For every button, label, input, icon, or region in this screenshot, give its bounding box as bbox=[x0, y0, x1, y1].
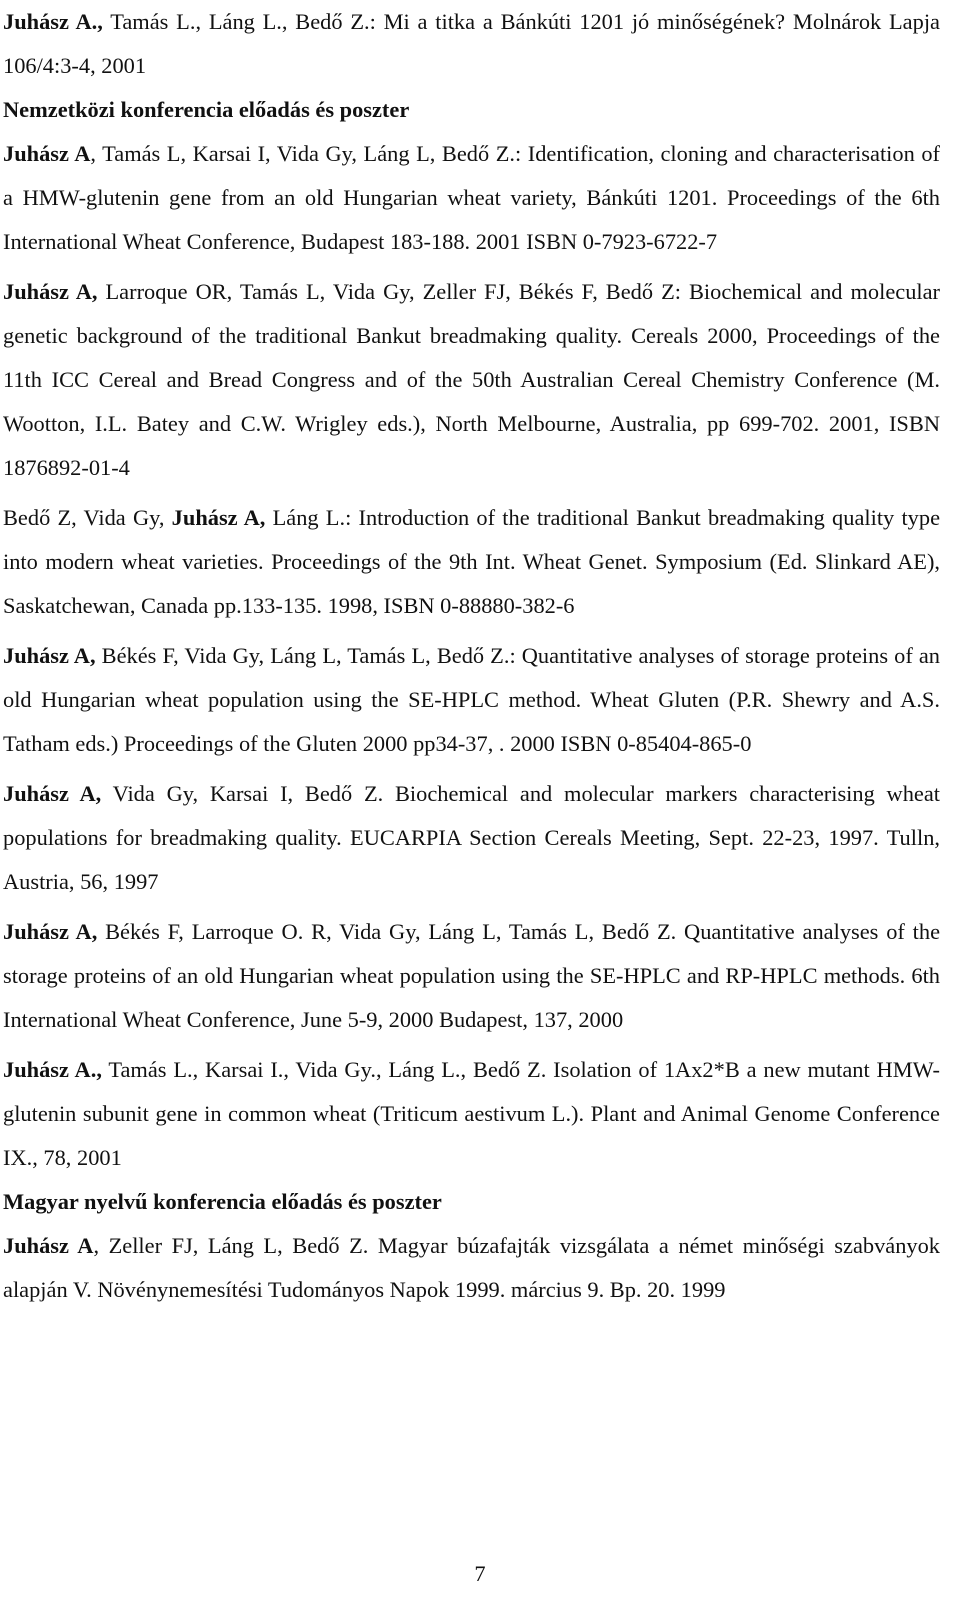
author-highlight: Juhász A bbox=[3, 141, 91, 166]
author-list: Békés F, Larroque O. R, Vida Gy, Láng L, Tamás L, Bedő Z. bbox=[97, 919, 685, 944]
author-list: Láng L.: bbox=[265, 505, 359, 530]
author-list: Vida Gy, Karsai I, Bedő Z. bbox=[101, 781, 395, 806]
publication-text: Identification, cloning and characterisation of a HMW-glutenin gene from an old Hungarian wheat variety, Bánkúti 1201. Proceedings of the 6th International Wheat Conference, Budapest 183-188. 2001 ISBN 0-7923-6722-7 bbox=[3, 141, 940, 254]
author-highlight: Juhász A, bbox=[171, 505, 266, 530]
publication-text: Introduction of the traditional Bankut breadmaking quality type into modern wheat varieties. Proceedings of the 9th Int. Wheat Genet. Symposium (Ed. Slinkard AE), Saskatchewan, Canada pp.133-135. 1998, ISBN 0-88880-382-6 bbox=[3, 505, 941, 618]
publication-entry bbox=[3, 1048, 940, 1180]
author-highlight: Juhász A, bbox=[3, 279, 98, 304]
author-list: Larroque OR, Tamás L, Vida Gy, Zeller FJ, Békés F, Bedő Z: bbox=[97, 279, 689, 304]
publication-text: Quantitative analyses of the storage proteins of an old Hungarian wheat population using the SE-HPLC and RP-HPLC methods. 6th International Wheat Conference, June 5-9, 2000 Budapest, 137, 2000 bbox=[3, 919, 941, 1032]
publication-entry bbox=[3, 910, 940, 1042]
publication-text: Isolation of 1Ax2*B a new mutant HMW-glutenin subunit gene in common wheat (Triticum aestivum L.). Plant and Animal Genome Conference IX., 78, 2001 bbox=[3, 1057, 940, 1170]
publication-text: Biochemical and molecular markers characterising wheat populations for breadmaking quality. EUCARPIA Section Cereals Meeting, Sept. 22-23, 1997. Tulln, Austria, 56, 1997 bbox=[3, 781, 941, 894]
publication-entry bbox=[3, 270, 940, 490]
author-highlight: Juhász A bbox=[3, 1233, 94, 1258]
author-highlight: Juhász A, bbox=[3, 919, 98, 944]
author-highlight: Juhász A, bbox=[3, 643, 96, 668]
author-list: Bedő Z, Vida Gy, bbox=[3, 505, 172, 530]
section-heading-hungarian: Magyar nyelvű konferencia előadás és poszter bbox=[3, 1189, 442, 1214]
publication-text: Biochemical and molecular genetic background of the traditional Bankut breadmaking quality. Cereals 2000, Proceedings of the 11th ICC Cereal and Bread Congress and of the 50th Australian Cereal Chemistry Conference (M. Wootton, I.L. Batey and C.W. Wrigley eds.), North Melbourne, Australia, pp 699-702. 2001, ISBN 1876892-01-4 bbox=[3, 279, 941, 480]
page-number: 7 bbox=[474, 1561, 486, 1586]
publication-entry bbox=[3, 132, 940, 264]
author-list: , Zeller FJ, Láng L, Bedő Z. bbox=[93, 1233, 378, 1258]
author-list: Békés F, Vida Gy, Láng L, Tamás L, Bedő Z.: bbox=[95, 643, 522, 668]
author-list: Tamás L., Karsai I., Vida Gy., Láng L., Bedő Z. bbox=[101, 1057, 554, 1082]
author-list: , Tamás L, Karsai I, Vida Gy, Láng L, Bedő Z.: bbox=[90, 141, 528, 166]
author-list: Tamás L., Láng L., Bedő Z.: bbox=[102, 9, 384, 34]
author-highlight: Juhász A, bbox=[3, 781, 102, 806]
publication-entry bbox=[3, 1224, 940, 1312]
publication-text: Magyar búzafajták vizsgálata a német minőségi szabványok alapján V. Növénynemesítési Tudományos Napok 1999. március 9. Bp. 20. 1999 bbox=[3, 1233, 940, 1302]
publication-text: Quantitative analyses of storage proteins of an old Hungarian wheat population using the SE-HPLC method. Wheat Gluten (P.R. Shewry and A.S. Tatham eds.) Proceedings of the Gluten 2000 pp34-37, . 2000 ISBN 0-85404-865-0 bbox=[3, 643, 940, 756]
section-heading-international: Nemzetközi konferencia előadás és poszter bbox=[3, 97, 410, 122]
author-highlight: Juhász A., bbox=[3, 1057, 102, 1082]
publication-entry bbox=[3, 496, 940, 628]
author-highlight: Juhász A., bbox=[3, 9, 103, 34]
document-page bbox=[3, 0, 940, 1312]
publication-entry bbox=[3, 0, 940, 88]
publication-entry bbox=[3, 634, 940, 766]
publication-entry bbox=[3, 772, 940, 904]
publication-text: Mi a titka a Bánkúti 1201 jó minőségének? Molnárok Lapja 106/4:3-4, 2001 bbox=[3, 9, 940, 78]
